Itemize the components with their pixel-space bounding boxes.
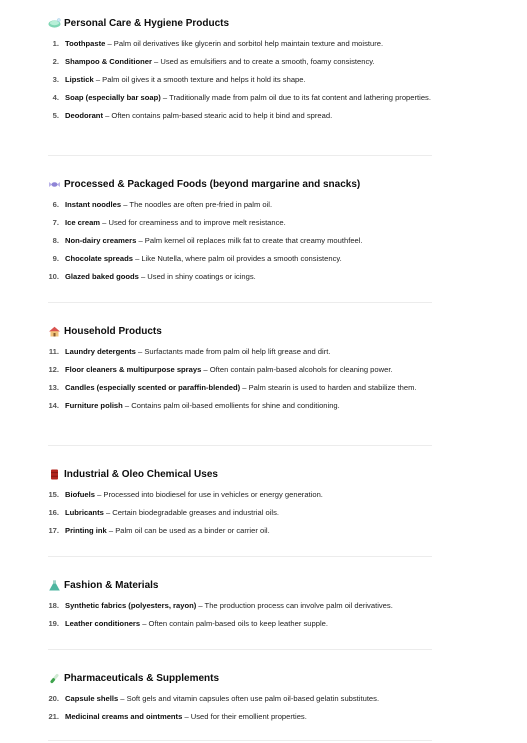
item-description: – Used in shiny coatings or icings. — [138, 272, 256, 281]
item-number: 5. — [52, 111, 59, 120]
test-tube-icon — [48, 673, 61, 684]
item-number: 16. — [48, 508, 59, 517]
item-description: – Often contains palm-based stearic acid to help it bind and spread. — [102, 111, 333, 120]
item-list — [48, 345, 432, 412]
item-description: – Processed into biodiesel for use in vehicles or energy generation. — [94, 490, 323, 499]
list-item — [48, 692, 432, 705]
item-name: Chocolate spreads — [65, 254, 133, 263]
item-description: – Used for their emollient properties. — [182, 712, 307, 721]
item-name: Printing ink — [65, 526, 107, 535]
item-number: 1. — [52, 39, 59, 48]
item-name: Floor cleaners & multipurpose sprays — [65, 365, 202, 374]
item-description: – Often contain palm-based alcohols for cleaning power. — [201, 365, 393, 374]
item-name: Leather conditioners — [65, 619, 141, 628]
item-list — [48, 488, 432, 537]
item-number: 21. — [48, 712, 59, 721]
item-name: Synthetic fabrics (polyesters, rayon) — [65, 601, 197, 610]
item-description: – Used for creaminess and to improve melt resistance. — [100, 218, 286, 227]
item-description: – Like Nutella, where palm oil provides a smooth consistency. — [132, 254, 342, 263]
item-description: – Palm oil gives it a smooth texture and helps it hold its shape. — [93, 75, 306, 84]
section-industrial — [48, 466, 432, 537]
section-heading: Household Products — [48, 323, 432, 339]
list-item — [48, 506, 432, 519]
item-name: Candles (especially scented or paraffin-blended) — [65, 383, 241, 392]
item-number: 12. — [48, 365, 59, 374]
item-description: – Often contain palm-based oils to keep leather supple. — [140, 619, 328, 628]
item-name: Medicinal creams and ointments — [65, 712, 183, 721]
item-number: 8. — [52, 236, 59, 245]
candy-icon — [48, 179, 61, 190]
item-number: 13. — [48, 383, 59, 392]
section-household — [48, 323, 432, 412]
item-name: Laundry detergents — [65, 347, 136, 356]
item-number: 11. — [48, 347, 59, 356]
item-description: – The noodles are often pre-fried in palm oil. — [121, 200, 273, 209]
list-item — [48, 345, 432, 358]
item-name: Lubricants — [65, 508, 104, 517]
item-number: 7. — [52, 218, 59, 227]
item-description: – Surfactants made from palm oil help lift grease and dirt. — [135, 347, 331, 356]
list-item — [48, 216, 432, 229]
item-name: Biofuels — [65, 490, 95, 499]
list-item — [48, 524, 432, 537]
section-heading: Fashion & Materials — [48, 577, 432, 593]
item-name: Non-dairy creamers — [65, 236, 137, 245]
list-item — [48, 109, 432, 122]
item-name: Glazed baked goods — [65, 272, 139, 281]
item-number: 15. — [48, 490, 59, 499]
item-description: – Palm oil can be used as a binder or carrier oil. — [106, 526, 270, 535]
item-list — [48, 198, 432, 283]
item-name: Soap (especially bar soap) — [65, 93, 161, 102]
item-description: – Certain biodegradable greases and industrial oils. — [103, 508, 280, 517]
list-item — [48, 37, 432, 50]
item-description: – Palm stearin is used to harden and stabilize them. — [240, 383, 417, 392]
item-name: Lipstick — [65, 75, 94, 84]
section-divider — [48, 740, 432, 741]
section-divider — [48, 445, 432, 446]
section-fashion — [48, 577, 432, 630]
section-heading: Industrial & Oleo Chemical Uses — [48, 466, 432, 482]
item-name: Deodorant — [65, 111, 103, 120]
item-number: 3. — [52, 75, 59, 84]
item-description: – Traditionally made from palm oil due to its fat content and lathering properties. — [160, 93, 431, 102]
item-number: 17. — [48, 526, 59, 535]
section-heading: Processed & Packaged Foods (beyond margarine and snacks) — [48, 176, 432, 192]
section-divider — [48, 155, 432, 156]
item-name: Ice cream — [65, 218, 101, 227]
list-item — [48, 399, 432, 412]
section-divider — [48, 302, 432, 303]
item-description: – Used as emulsifiers and to create a smooth, foamy consistency. — [151, 57, 375, 66]
item-number: 10. — [48, 272, 59, 281]
list-item — [48, 234, 432, 247]
item-number: 4. — [52, 93, 59, 102]
list-item — [48, 488, 432, 501]
list-item — [48, 198, 432, 211]
list-item — [48, 710, 432, 723]
item-list — [48, 37, 432, 122]
item-number: 2. — [52, 57, 59, 66]
section-personal-care — [48, 15, 432, 122]
section-divider — [48, 556, 432, 557]
item-number: 18. — [48, 601, 59, 610]
list-item — [48, 91, 432, 104]
item-name: Furniture polish — [65, 401, 123, 410]
item-name: Toothpaste — [65, 39, 106, 48]
item-number: 6. — [52, 200, 59, 209]
item-number: 20. — [48, 694, 59, 703]
list-item — [48, 252, 432, 265]
house-icon — [48, 326, 61, 337]
section-heading: Personal Care & Hygiene Products — [48, 15, 432, 31]
item-description: – Soft gels and vitamin capsules often use palm oil-based gelatin substitutes. — [118, 694, 380, 703]
item-description: – Palm oil derivatives like glycerin and sorbitol help maintain texture and moisture. — [105, 39, 384, 48]
item-name: Shampoo & Conditioner — [65, 57, 152, 66]
oil-drum-icon — [48, 469, 61, 480]
soap-icon — [48, 18, 61, 29]
list-item — [48, 270, 432, 283]
item-description: – The production process can involve palm oil derivatives. — [196, 601, 393, 610]
section-processed-foods — [48, 176, 432, 283]
item-number: 14. — [48, 401, 59, 410]
item-number: 19. — [48, 619, 59, 628]
section-heading: Pharmaceuticals & Supplements — [48, 670, 432, 686]
section-divider — [48, 649, 432, 650]
list-item — [48, 599, 432, 612]
item-list — [48, 692, 432, 723]
item-description: – Contains palm oil-based emollients for shine and conditioning. — [122, 401, 340, 410]
list-item — [48, 363, 432, 376]
item-list — [48, 599, 432, 630]
flask-icon — [48, 580, 61, 591]
item-name: Capsule shells — [65, 694, 119, 703]
list-item — [48, 381, 432, 394]
list-item — [48, 73, 432, 86]
section-pharmaceuticals — [48, 670, 432, 723]
item-number: 9. — [52, 254, 59, 263]
list-item — [48, 617, 432, 630]
item-description: – Palm kernel oil replaces milk fat to create that creamy mouthfeel. — [136, 236, 363, 245]
item-name: Instant noodles — [65, 200, 122, 209]
list-item — [48, 55, 432, 68]
